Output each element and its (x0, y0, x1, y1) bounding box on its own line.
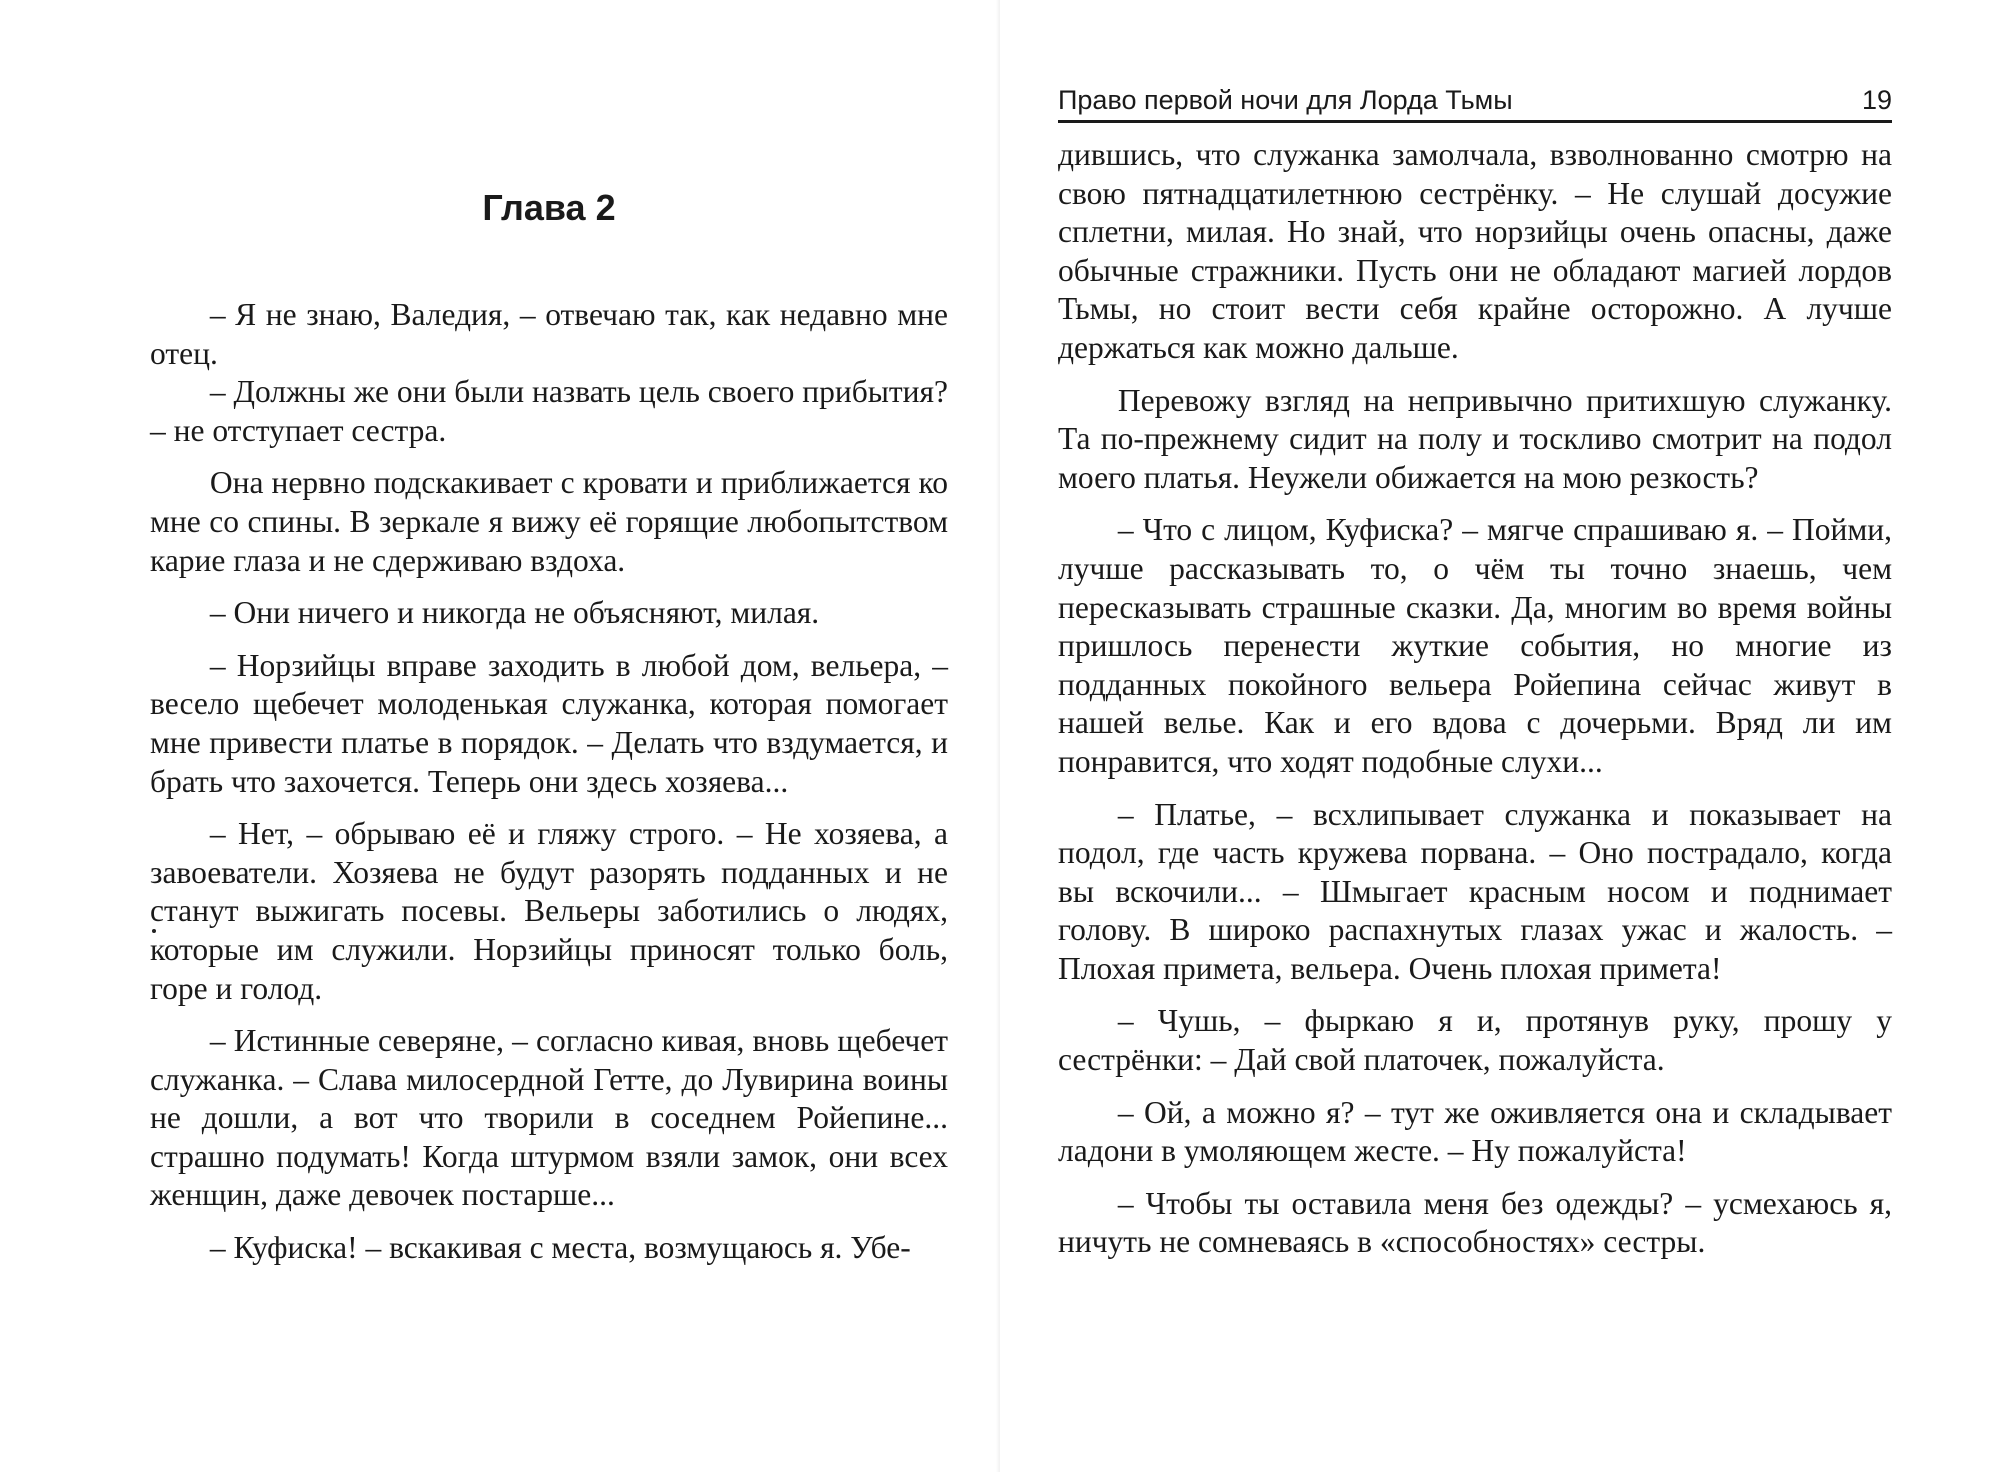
paragraph: Она нервно подскакивает с кровати и приближается ко мне со спины. В зеркале я вижу её горящие любопытством карие глаза и не сдерживаю вздоха. (150, 465, 948, 578)
paragraph: – Они ничего и никогда не объясняют, милая. (209, 595, 820, 631)
paragraph: – Истинные северяне, – согласно кивая, вновь щебечет служанка. – Слава милосердной Гетте, до Лувирина воины не дошли, а вот что творили в соседнем Ройепине... страшно подумать! Когда штурмом взяли замок, они всех женщин, даже девочек постарше... (150, 1023, 948, 1213)
chapter-title: Глава 2 (482, 187, 616, 228)
paragraph: – Чушь, – фыркаю я и, протянув руку, прошу у сестрёнки: – Дай свой платочек, пожалуйста. (1058, 1003, 1892, 1078)
paragraph: – Что с лицом, Куфиска? – мягче спрашиваю я. – Пойми, лучше рассказывать то, о чём ты точно знаешь, чем пересказывать страшные сказки. Да, многим во время войны пришлось перенести жуткие события, но многие из подданных покойного вельера Ройепина сейчас живут в нашей велье. Как и его вдова с дочерьми. Вряд ли им понравится, что ходят подобные слухи... (1058, 512, 1892, 779)
running-header (1058, 80, 1892, 123)
paragraph: Перевожу взгляд на непривычно притихшую служанку. Та по-прежнему сидит на полу и тоскливо смотрит на подол моего платья. Неужели обижается на мою резкость? (1058, 382, 1892, 495)
paragraph: – Чтобы ты оставила меня без одежды? – усмехаюсь я, ничуть не сомневаясь в «способностях» сестры. (1058, 1185, 1892, 1260)
paragraph: – Должны же они были назвать цель своего прибытия? – не отступает сестра. (150, 374, 948, 448)
paragraph: – Куфиска! – вскакивая с места, возмущаюсь я. Убе- (209, 1230, 911, 1266)
paragraph: дившись, что служанка замолчала, взволнованно смотрю на свою пятнадцатилетнюю сестрёнку. – Не слушай досужие сплетни, милая. Но знай, что норзийцы очень опасны, даже обычные стражники. Пусть они не обладают магией лордов Тьмы, но стоит вести себя крайне осторожно. А лучше держаться как можно дальше. (1058, 137, 1892, 365)
paragraph: – Я не знаю, Валедия, – отвечаю так, как недавно мне отец. (150, 297, 948, 371)
paragraph: – Нет, – обрываю её и гляжу строго. – Не хозяева, а завоеватели. Хозяева не будут разорять подданных и не станут выжигать посевы. Вельеры заботились о людях, которые им служили. Норзийцы приносят только боль, горе и голод. (150, 816, 948, 1006)
paragraph: – Ой, а можно я? – тут же оживляется она и складывает ладони в умоляющем жесте. – Ну пожалуйста! (1058, 1094, 1892, 1169)
left-text-column (150, 296, 948, 1282)
running-title: Право первой ночи для Лорда Тьмы (1058, 85, 1513, 115)
right-text-column (1058, 136, 1892, 1276)
paragraph: – Платье, – всхлипывает служанка и показывает на подол, где часть кружева порвана. – Оно пострадало, когда вы вскочили... – Шмыгает красным носом и поднимает голову. В широко распахнутых глазах ужас и жалость. – Плохая примета, вельера. Очень плохая примета! (1058, 796, 1892, 986)
paragraph: – Норзийцы вправе заходить в любой дом, вельера, – весело щебечет молоденькая служанка, которая помогает мне привести платье в порядок. – Делать что вздумается, и брать что захочется. Теперь они здесь хозяева... (150, 647, 948, 799)
page-number: 19 (1861, 85, 1892, 115)
right-page (1000, 0, 2000, 1472)
